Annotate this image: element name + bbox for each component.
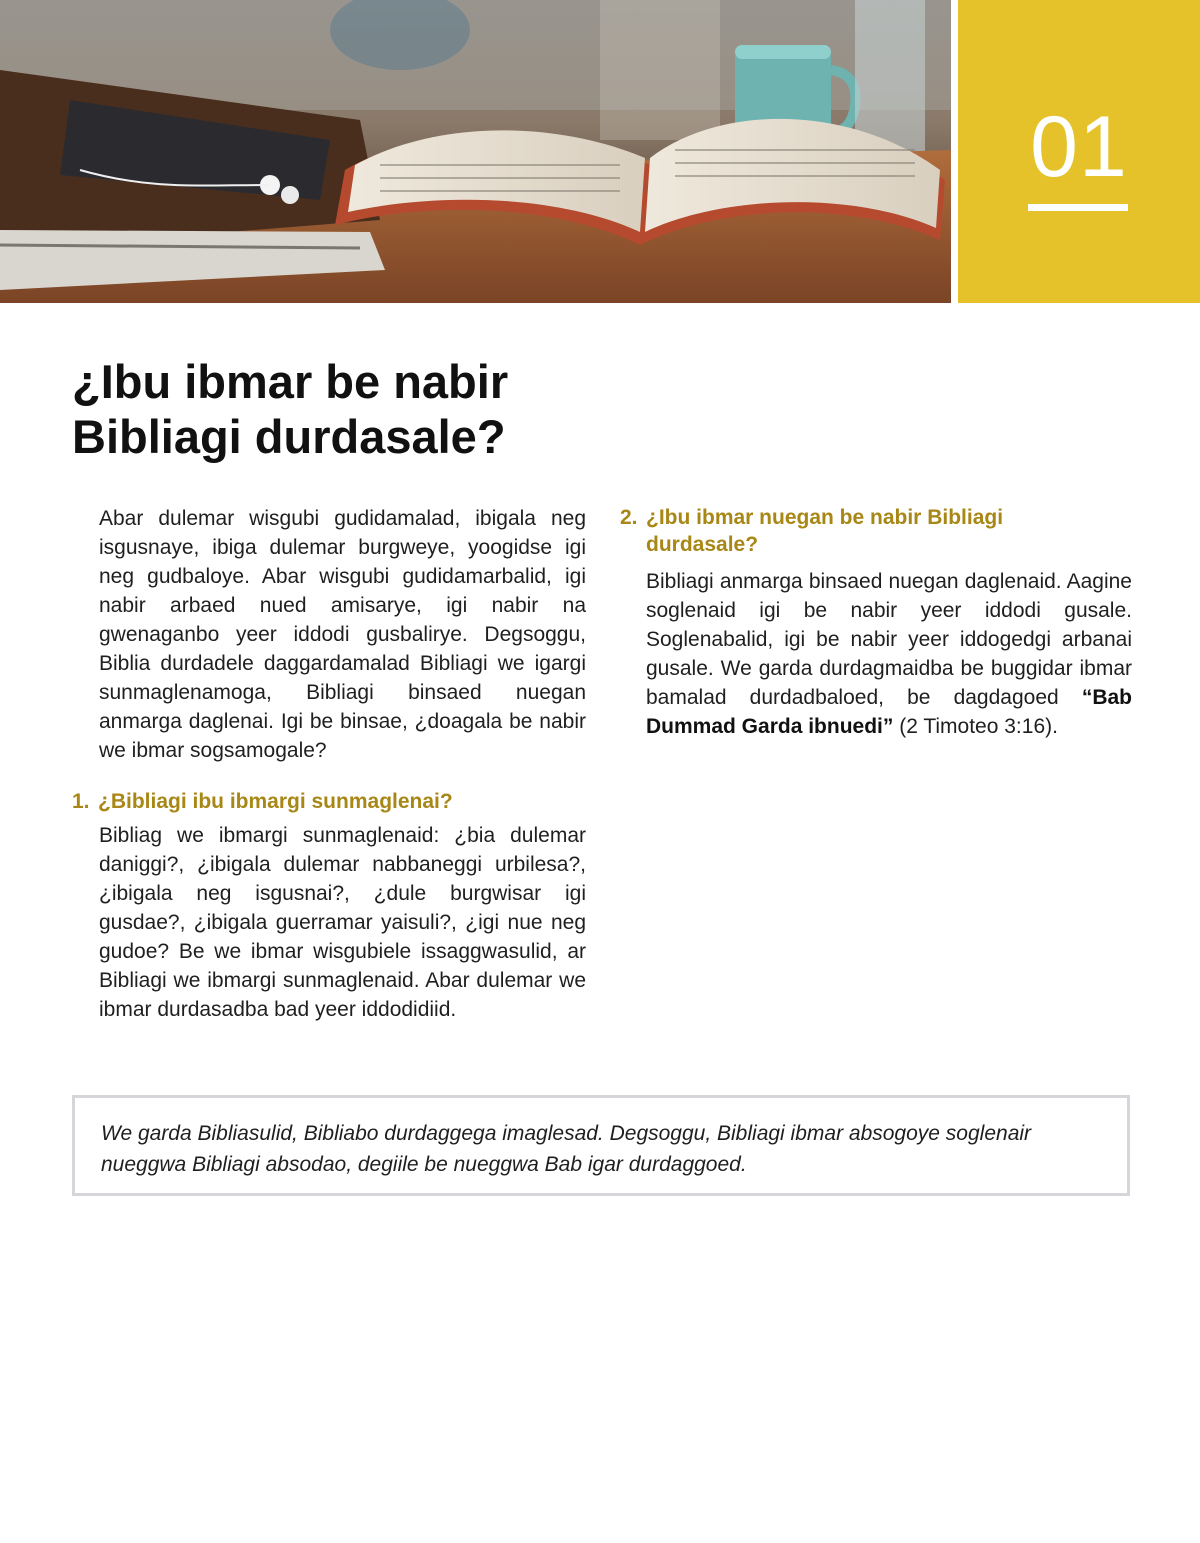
lesson-number-underline <box>1028 204 1128 211</box>
intro-paragraph: Abar dulemar wisgubi gudidamalad, ibigala neg isgusnaye, ibiga dulemar burgweye, yoogidse igi neg gudbaloye. Abar wisgubi gudidamarbalid, igi nabir arbaed nued amisarye, igi nabir na gwenaganbo yeer iddodi gusbaliryе. Degsoggu, Biblia durdadele daggardamalad Bibliagi we igargi sunmaglenamoga, Bibliagi binsaed nuegan anmarga daglenai. Igi be binsae, ¿doagala be nabir we ibmar sogsamogale? <box>99 507 586 762</box>
question-2-heading <box>620 504 1132 558</box>
question-1-number: 1. <box>72 790 90 813</box>
lesson-number-tab <box>958 0 1200 303</box>
question-2-answer <box>646 567 1132 741</box>
header-photo <box>0 0 951 303</box>
question-1-text: ¿Bibliagi ibu ibmargi sunmaglenai? <box>98 790 453 813</box>
right-column <box>620 504 1132 741</box>
scripture-quote: “Bab Dummad Garda ibnuedi” <box>646 686 1132 738</box>
scripture-reference: (2 Timoteo 3:16). <box>893 715 1058 738</box>
question-2-number: 2. <box>620 506 638 529</box>
left-column <box>72 504 586 1024</box>
question-1-answer: Bibliag we ibmargi sunmaglenaid: ¿bia dulemar daniggi?, ¿ibigala dulemar nabbaneggi urbilesa?, ¿ibigala neg isgusnai?, ¿dule burgwisar igi gusdae?, ¿ibigala guerramar yaisuli?, ¿igi nue neg gudoe? Be we ibmar wisgubiele issaggwasulid, ar Bibliagi we ibmargi sunmaglenaid. Abar dulemar we ibmar durdasadba bad yeer iddodidiid. <box>99 824 586 1021</box>
question-2-answer-text: Bibliagi anmarga binsaed nuegan daglenaid. Aagine soglenaid igi be nabir yeer iddodi gusale. Soglenabalid, igi be nabir yeer iddogedgi arbanai gusale. We garda durdagmaidba be buggidar ibmar bamalad durdadbaloed, be dagdagoed <box>646 570 1132 709</box>
lesson-number: 01 <box>1030 99 1128 195</box>
page-title: ¿Ibu ibmar be nabir Bibliagi durdasale? <box>72 355 509 463</box>
question-2-text: ¿Ibu ibmar nuegan be nabir Bibliagi durdasale? <box>646 506 1004 556</box>
note-box <box>72 1095 1130 1196</box>
note-text: We garda Bibliasulid, Bibliabo durdaggega imaglesad. Degsoggu, Bibliagi ibmar absogoye soglenair nueggwa Bibliagi absodao, degiile be nueggwa Bab igar durdaggoed. <box>101 1122 1032 1176</box>
question-1-heading <box>72 788 586 815</box>
open-bible-photo <box>0 0 951 303</box>
